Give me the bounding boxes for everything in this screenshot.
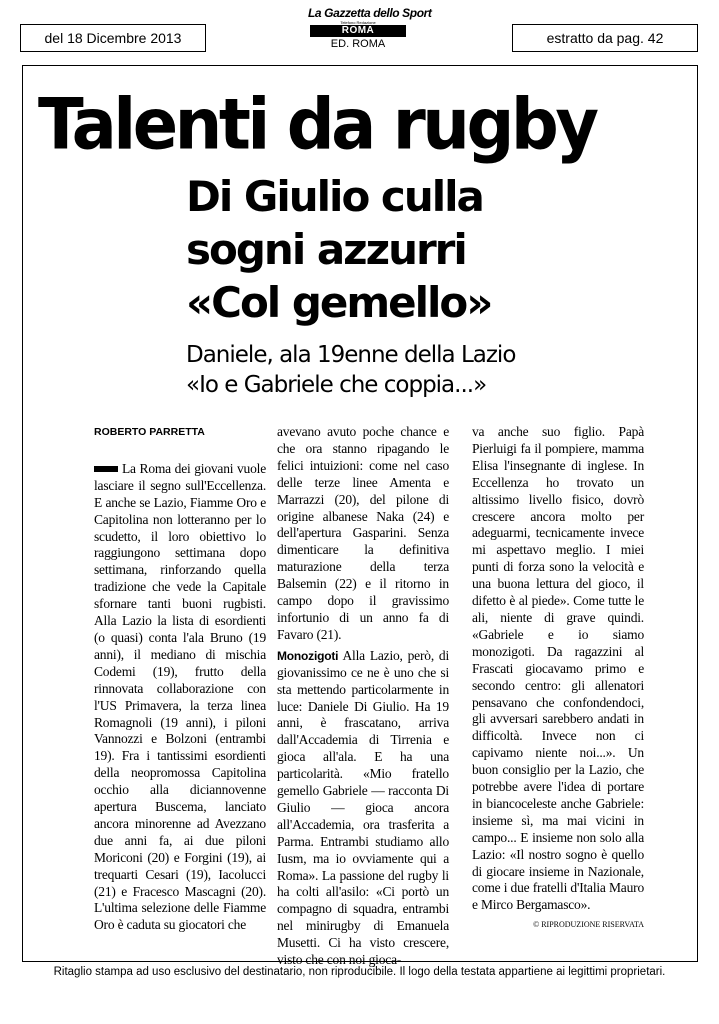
subhead-line: «Col gemello» [186,278,492,327]
column-3-text: va anche suo figlio. Papà Pierluigi fa il pompiere, mamma Elisa l'insegnante di inglese. In Eccellenza ho trovato un altissimo livello fisico, dovrò crescere ancora molto per adeguarmi, tecnicamente invece mi aspettavo meglio. I miei punti di forza sono la velocità e una buona lettura del gioco, il difetto è al piede». Come tutte le ali, niente di grave quindi. «Gabriele e io siamo monozigoti. Da ragazzini al Frascati giocavamo primo e secondo centro: gli allenatori pensavano che confondendoci, gli avversari sarebbero andati in difficoltà. Invece non ci capivamo niente noi...». Un buon consiglio per la Lazio, che potrebbe avere l'idea di portare in biancoceleste anche Gabriele: insieme sì, ma mai vicini in campo... E insieme non solo alla Lazio: «Il nostro sogno è quello di giocare insieme in Nazionale, come i due fratelli d'Italia Mauro e Mirco Bergamasco». [472,424,644,913]
newspaper-logo: La Gazzetta dello Sport [308,6,432,20]
date-label: del 18 Dicembre 2013 [44,30,182,46]
page-label: estratto da pag. 42 [546,30,664,46]
kicker-line: «Io e Gabriele che coppia...» [186,372,487,398]
page-label-box [512,24,698,52]
column-2-text-b: Alla Lazio, però, di giovanissimo ce ne è uno che si sta mettendo particolarmente in luce: Daniele Di Giulio. Ha 19 anni, è frascatano, arriva dall'Accademia di Tirrenia e gioca all'ala. E ha una particolarità. «Mio fratello gemello Gabriele — racconta Di Giulio — gioca ancora all'Accademia, ora trasferita a Parma. Entrambi studiamo allo Iusm, ma io ovviamente qui a Roma». La passione del rugby li ha colti all'asilo: «Ci portò un compagno di squadra, entrambi nel minirugby di Emanuela Musetti. Ci ha visto crescere, visto che con noi gioca- [277,647,450,968]
edition-text: ED. ROMA [330,38,386,50]
byline: ROBERTO PARRETTA [94,426,205,438]
article-column-1 [94,424,266,934]
column-2-paragraph [277,648,449,969]
section-lead-in: Monozigoti [277,648,339,663]
headline: Talenti da rugby [38,83,596,166]
subhead-line: sogni azzurri [186,225,466,274]
masthead [308,6,432,62]
copyright-notice: © RIPRODUZIONE RISERVATA [533,920,644,930]
subheadline [186,170,656,329]
subhead-line: Di Giulio culla [186,172,483,221]
column-2-text-a: avevano avuto poche chance e che ora stanno ripagando le felici intuizioni: come nel caso delle terze linee Amenta e Marrazzi (20), del pilone di origine albanese Naka (24) e dell'apertura Gasparini. Senza dimenticare la definitiva maturazione della terza Balsemin (22) e il ritorno in campo dopo il gravissimo infortunio di un anno fa di Favaro (21). [277,424,449,642]
date-label-box [20,24,206,52]
masthead-tagline: Telefono Redazione [340,20,376,25]
kicker-line: Daniele, ala 19enne della Lazio [186,342,516,368]
edition-bar: ROMA [310,25,406,37]
column-text [94,461,266,934]
article-column-2 [277,424,449,969]
article-column-3 [472,424,644,934]
paragraph-marker [94,466,118,472]
footer-disclaimer: Ritaglio stampa ad uso esclusivo del destinatario, non riproducibile. Il logo della testata appartiene ai legittimi proprietari. [53,966,666,978]
kicker [186,340,676,400]
column-1-text: La Roma dei giovani vuole lasciare il segno sull'Eccellenza. E anche se Lazio, Fiamme Oro e Capitolina non lotteranno per lo scudetto, il loro obiettivo lo raggiungono settimana dopo settimana, rinforzando quella tradizione che vede la Capitale sfornare tanti buoni rugbisti. Alla Lazio la lista di esordienti (o quasi) conta l'ala Bruno (19 anni), il mediano di mischia Codemi (19), frutto della rinnovata collaborazione con l'US Primavera, la terza linea Romagnoli (19 anni), i piloni Vannozzi e Bolzoni (entrambi 19). Fra i tantissimi esordienti della neopromossa Capitolina occhio alla diciannovenne apertura Buscema, lanciato ancora minorenne ad Avezzano due anni fa, ai due piloni Moriconi (20) e Forgini (19), ai trequarti Cesari (19), Iacolucci (21) e Fracesco Mascagni (20). L'ultima selezione delle Fiamme Oro è caduta su giocatori che [94,460,266,933]
